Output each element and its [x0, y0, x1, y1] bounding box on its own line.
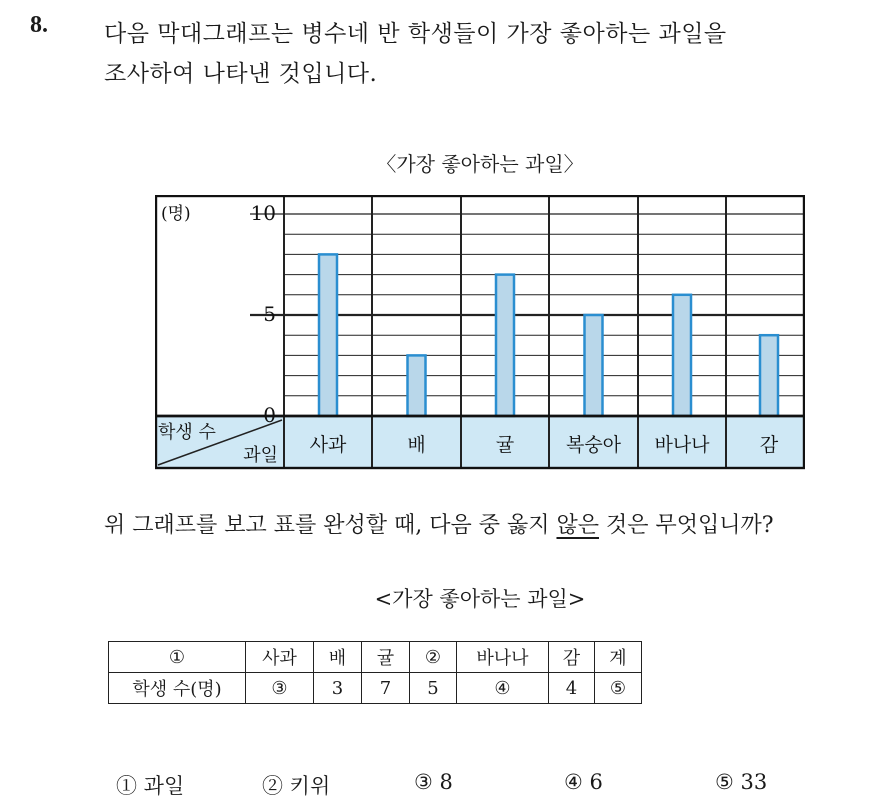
bar — [673, 295, 691, 416]
choice-3[interactable]: ③ 8 — [414, 770, 453, 794]
sub-question-pre: 위 그래프를 보고 표를 완성할 때, 다음 중 옳지 — [104, 513, 557, 538]
table-title: <가장 좋아하는 과일> — [374, 587, 586, 611]
table-cell: 4 — [549, 673, 595, 704]
fruit-table — [108, 641, 642, 704]
table-cell: 3 — [314, 673, 362, 704]
category-label: 귤 — [495, 434, 515, 456]
choice-2[interactable]: ② 키위 — [262, 774, 331, 798]
table-cell: 귤 — [362, 642, 410, 673]
table-cell: 사과 — [246, 642, 314, 673]
y-tick-label: 5 — [263, 302, 276, 326]
choice-1[interactable]: ① 과일 — [116, 774, 185, 798]
choice-5[interactable]: ⑤ 33 — [715, 770, 768, 794]
table-cell: 계 — [595, 642, 642, 673]
table-row — [109, 673, 642, 704]
category-label: 배 — [407, 434, 426, 456]
sub-question-post: 것은 무엇입니까? — [599, 513, 774, 538]
choice-4[interactable]: ④ 6 — [564, 770, 603, 794]
bar-chart — [155, 195, 805, 470]
question-number: 8. — [30, 12, 48, 38]
category-label: 바나나 — [654, 434, 710, 456]
corner-bottom-label: 과일 — [243, 445, 278, 466]
bar — [760, 335, 778, 416]
bar-chart-svg — [155, 195, 805, 470]
table-cell: 배 — [314, 642, 362, 673]
bar — [585, 315, 603, 416]
bar — [408, 355, 426, 416]
question-line-2: 조사하여 나타낸 것입니다. — [104, 61, 378, 87]
question-text — [104, 14, 874, 94]
table-cell: ⑤ — [595, 673, 642, 704]
table-cell: 학생 수(명) — [109, 673, 246, 704]
y-tick-label: 0 — [263, 403, 276, 427]
bar — [319, 254, 337, 416]
table-cell: 5 — [410, 673, 457, 704]
table-cell: ② — [410, 642, 457, 673]
table-cell: 바나나 — [457, 642, 549, 673]
bar — [496, 275, 514, 416]
table-row — [109, 642, 642, 673]
y-tick-label: 10 — [250, 201, 276, 225]
sub-question-underlined: 않은 — [556, 513, 599, 538]
chart-title: 〈가장 좋아하는 과일〉 — [376, 152, 584, 176]
unit-label: (명) — [161, 204, 191, 224]
category-label: 사과 — [309, 434, 347, 456]
corner-top-label: 학생 수 — [158, 422, 216, 443]
table-cell: 7 — [362, 673, 410, 704]
category-label: 복숭아 — [565, 434, 622, 456]
table-cell: ③ — [246, 673, 314, 704]
answer-choices — [104, 770, 884, 800]
category-label: 감 — [759, 434, 779, 456]
table-cell: 감 — [549, 642, 595, 673]
sub-question — [104, 508, 774, 539]
table-cell: ④ — [457, 673, 549, 704]
question-line-1: 다음 막대그래프는 병수네 반 학생들이 가장 좋아하는 과일을 — [104, 21, 727, 47]
table-cell: ① — [109, 642, 246, 673]
